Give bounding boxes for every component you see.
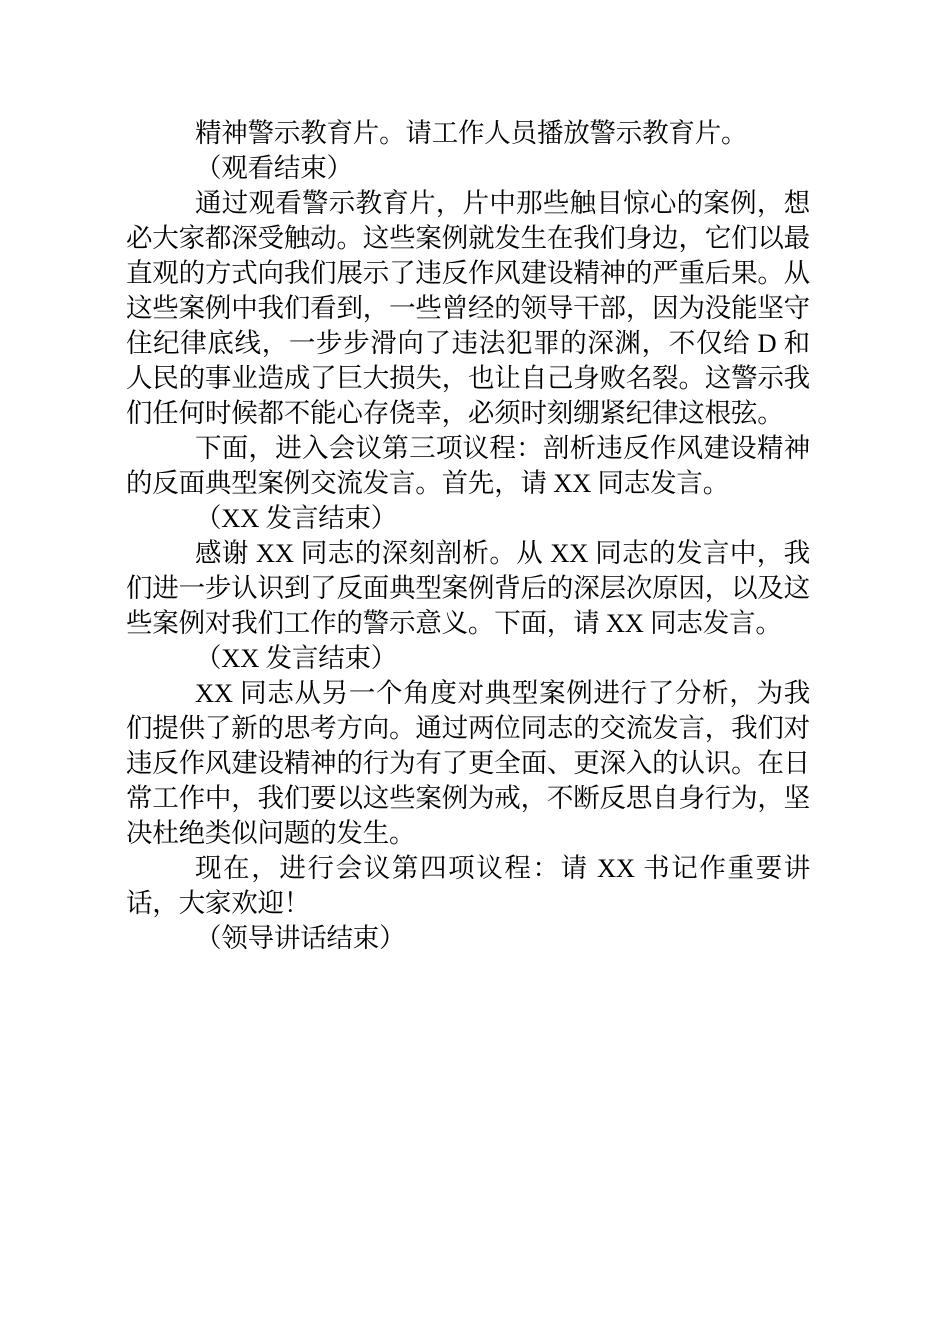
paragraph: （观看结束） bbox=[195, 153, 353, 183]
paragraph: 下面，进入会议第三项议程：剖析违反作风建设精神的反面典型案例交流发言。首先，请 XX 同志发言。 bbox=[126, 433, 810, 498]
paragraph: 感谢 XX 同志的深刻剖析。从 XX 同志的发言中，我们进一步认识到了反面典型案例背后的深层次原因，以及这些案例对我们工作的警示意义。下面，请 XX 同志发言。 bbox=[126, 538, 810, 638]
paragraph: （领导讲话结束） bbox=[195, 923, 406, 953]
document-body bbox=[126, 116, 810, 956]
paragraph: 现在，进行会议第四项议程：请 XX 书记作重要讲话，大家欢迎！ bbox=[126, 853, 810, 918]
paragraph: 精神警示教育片。请工作人员播放警示教育片。 bbox=[195, 118, 748, 148]
paragraph: （XX 发言结束） bbox=[195, 643, 398, 673]
paragraph: （XX 发言结束） bbox=[195, 503, 398, 533]
paragraph: 通过观看警示教育片，片中那些触目惊心的案例，想必大家都深受触动。这些案例就发生在我们身边，它们以最直观的方式向我们展示了违反作风建设精神的严重后果。从这些案例中我们看到，一些曾经的领导干部，因为没能坚守住纪律底线，一步步滑向了违法犯罪的深渊，不仅给 D 和人民的事业造成了巨大损失，也让自己身败名裂。这警示我们任何时候都不能心存侥幸，必须时刻绷紧纪律这根弦。 bbox=[126, 188, 810, 428]
paragraph: XX 同志从另一个角度对典型案例进行了分析，为我们提供了新的思考方向。通过两位同志的交流发言，我们对违反作风建设精神的行为有了更全面、更深入的认识。在日常工作中，我们要以这些案例为戒，不断反思自身行为，坚决杜绝类似问题的发生。 bbox=[126, 678, 810, 848]
